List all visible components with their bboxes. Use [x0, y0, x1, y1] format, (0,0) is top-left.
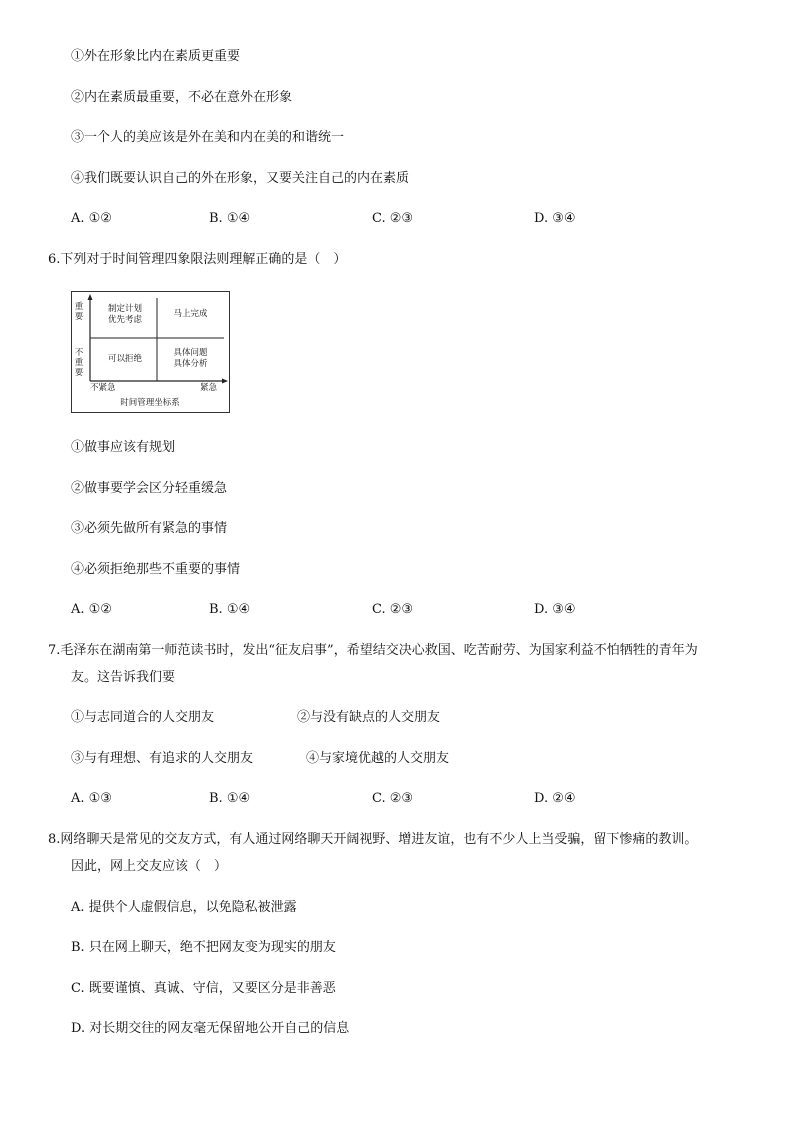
- q8-stem-line1: 8.网络聊天是常见的交友方式，有人通过网络聊天开阔视野、增进友谊，也有不少人上当受骗，留下惨痛的教训。: [48, 832, 698, 847]
- q6-option-d: D. ③④: [534, 602, 576, 617]
- quadrant-top-left-line1: 制定计划: [107, 304, 142, 314]
- q8-option-c: C. 既要谨慎、真诚、守信，又要区分是非善恶: [71, 981, 336, 996]
- q7-stem-line2: 友。这告诉我们要: [71, 670, 176, 685]
- q5-option-b: B. ①④: [209, 211, 251, 226]
- q7-option-d: D. ②④: [534, 791, 576, 806]
- q6-option-c: C. ②③: [372, 602, 414, 617]
- q7-item-4: ④与家境优越的人交朋友: [306, 751, 450, 766]
- q6-item-3: ③必须先做所有紧急的事情: [71, 521, 228, 536]
- q7-stem-line1: 7.毛泽东在湖南第一师范读书时，发出“征友启事”，希望结交决心救国、吃苦耐劳、为国家利益不怕牺牲的青年为: [48, 643, 698, 658]
- time-management-figure: [71, 291, 230, 413]
- quadrant-bottom-left: 可以拒绝: [107, 354, 142, 364]
- q6-option-a: A. ①②: [71, 602, 112, 617]
- q7-option-c: C. ②③: [372, 791, 414, 806]
- q6-stem: 6.下列对于时间管理四象限法则理解正确的是（ ）: [48, 252, 347, 267]
- axis-label-urgent: 紧急: [200, 383, 218, 393]
- q5-item-3: ③一个人的美应该是外在美和内在美的和谐统一: [71, 130, 345, 145]
- q7-option-a: A. ①③: [71, 791, 112, 806]
- q6-item-2: ②做事要学会区分轻重缓急: [71, 481, 228, 496]
- q7-option-b: B. ①④: [209, 791, 251, 806]
- q5-option-c: C. ②③: [372, 211, 414, 226]
- q6-item-4: ④必须拒绝那些不重要的事情: [71, 562, 241, 577]
- quadrant-bottom-right-line2: 具体分析: [173, 359, 208, 369]
- q8-stem-line2: 因此，网上交友应该（ ）: [71, 859, 228, 874]
- figure-caption: 时间管理坐标系: [120, 398, 180, 408]
- q5-item-4: ④我们既要认识自己的外在形象，又要关注自己的内在素质: [71, 171, 410, 186]
- q8-option-a: A. 提供个人虚假信息，以免隐私被泄露: [71, 900, 297, 915]
- axis-label-not-important: 不重要: [74, 348, 84, 378]
- q5-item-2: ②内在素质最重要，不必在意外在形象: [71, 90, 293, 105]
- axis-label-not-urgent: 不紧急: [90, 383, 116, 393]
- q8-option-b: B. 只在网上聊天，绝不把网友变为现实的朋友: [71, 940, 336, 955]
- q7-item-2: ②与没有缺点的人交朋友: [297, 710, 441, 725]
- q6-option-b: B. ①④: [209, 602, 251, 617]
- quadrant-bottom-right-line1: 具体问题: [173, 348, 208, 358]
- quadrant-top-right: 马上完成: [173, 309, 208, 319]
- q7-item-1: ①与志同道合的人交朋友: [71, 710, 215, 725]
- q5-item-1: ①外在形象比内在素质更重要: [71, 49, 241, 64]
- q7-item-3: ③与有理想、有追求的人交朋友: [71, 751, 254, 766]
- q6-item-1: ①做事应该有规划: [71, 440, 176, 455]
- q5-option-a: A. ①②: [71, 211, 112, 226]
- axis-label-important: 重要: [74, 302, 84, 322]
- quadrant-top-left-line2: 优先考虑: [107, 315, 142, 325]
- q5-option-d: D. ③④: [534, 211, 576, 226]
- q8-option-d: D. 对长期交往的网友毫无保留地公开自己的信息: [71, 1021, 350, 1036]
